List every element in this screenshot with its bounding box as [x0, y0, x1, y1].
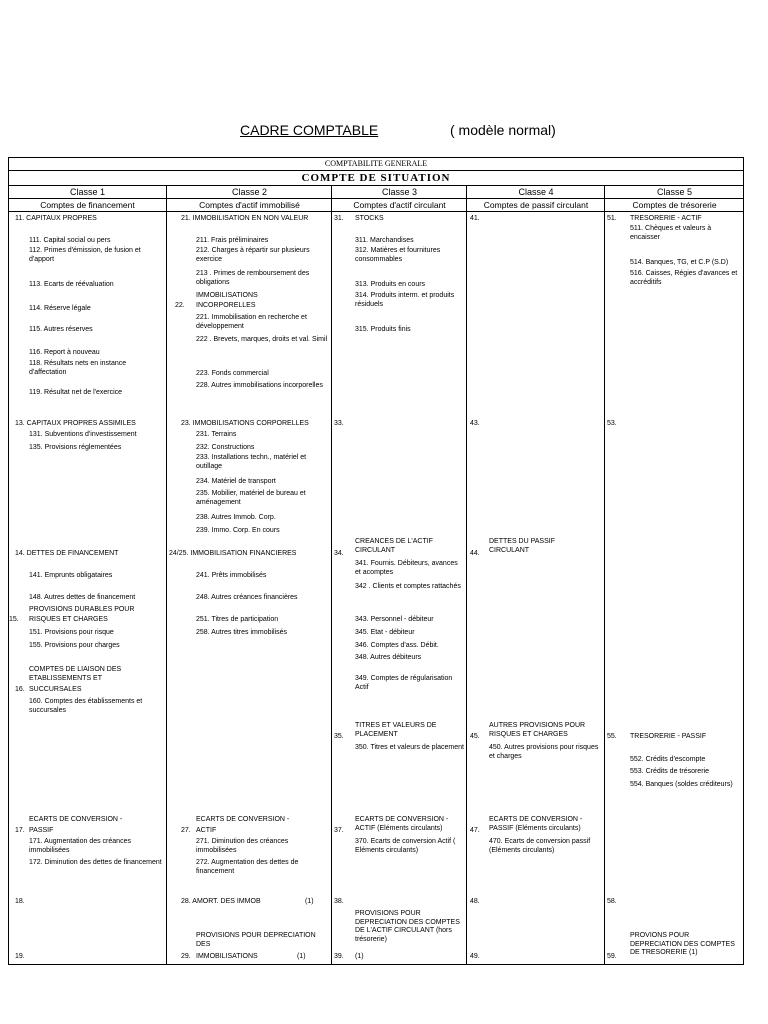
- account-entry: IMMOBILISATIONS: [196, 953, 258, 960]
- account-number: 18.: [15, 898, 25, 905]
- account-entry: 221. Immobilisation en recherche et développement: [196, 314, 307, 330]
- band-comptabilite-generale: COMPTABILITE GENERALE: [9, 158, 743, 171]
- account-entry: 28. AMORT. DES IMMOB: [181, 898, 261, 905]
- account-number: 35.: [334, 733, 344, 740]
- account-number: 38.: [334, 898, 344, 905]
- account-number: 33.: [334, 420, 344, 427]
- account-entry: 311. Marchandises: [355, 237, 414, 244]
- account-entry: ECARTS DE CONVERSION - PASSIF (Eléments circulants): [489, 816, 583, 832]
- account-entry: AUTRES PROVISIONS POUR RISQUES ET CHARGES: [489, 722, 586, 738]
- account-number: 59.: [607, 953, 617, 960]
- account-entry: PASSIF: [29, 827, 54, 834]
- account-entry: DETTES DU PASSIF CIRCULANT: [489, 538, 555, 554]
- account-entry: 112. Primes d'émission, de fusion et d'apport: [29, 247, 141, 263]
- account-note: (1): [297, 953, 306, 960]
- account-entry: 241. Prêts immobilisés: [196, 572, 267, 579]
- account-entry: 135. Provisions réglementées: [29, 444, 122, 451]
- account-entry: RISQUES ET CHARGES: [29, 616, 108, 623]
- account-entry: 248. Autres créances financières: [196, 594, 298, 601]
- account-number: 43.: [470, 420, 480, 427]
- account-entry: SUCCURSALES: [29, 686, 82, 693]
- page-title-sub: ( modèle normal): [450, 122, 556, 138]
- account-entry: CREANCES DE L'ACTIF CIRCULANT: [355, 538, 433, 554]
- account-entry: 271. Diminution des créances immobilisées: [196, 838, 289, 854]
- account-entry: IMMOBILISATIONS: [196, 292, 258, 299]
- account-entry: 14. DETTES DE FINANCEMENT: [15, 550, 119, 557]
- account-number: 45.: [470, 733, 480, 740]
- account-entry: 119. Résultat net de l'exercice: [29, 389, 123, 396]
- column-classe-3: [331, 186, 467, 964]
- account-number: 41.: [470, 215, 480, 222]
- page-title-main: CADRE COMPTABLE: [240, 122, 379, 138]
- account-number: 44.: [470, 550, 480, 557]
- column-header: Classe 5: [605, 186, 744, 199]
- account-entry: 171. Augmentation des créances immobilisées: [29, 838, 131, 854]
- account-entry: 116. Report à nouveau: [29, 349, 100, 356]
- account-number: 19.: [15, 953, 25, 960]
- account-number: 51.: [607, 215, 617, 222]
- account-entry: 313. Produits en cours: [355, 281, 426, 288]
- account-entry: 231. Terrains: [196, 431, 237, 438]
- account-entry: 111. Capital social ou pers: [29, 237, 111, 244]
- account-entry: 21. IMMOBILISATION EN NON VALEUR: [181, 215, 309, 222]
- account-entry: 514. Banques, TG, et C.P (S.D): [630, 259, 729, 266]
- account-number: 48.: [470, 898, 480, 905]
- account-entry: 160. Comptes des établissements et succursales: [29, 698, 143, 714]
- account-entry: 155. Provisions pour charges: [29, 642, 120, 649]
- account-entry: 223. Fonds commercial: [196, 370, 269, 377]
- page-title: [240, 122, 556, 138]
- column-subtitle: Comptes d'actif circulant: [332, 199, 467, 212]
- account-number: 22.: [175, 302, 185, 309]
- account-entry: 234. Matériel de transport: [196, 478, 276, 485]
- band-compte-de-situation: COMPTE DE SITUATION: [9, 171, 743, 186]
- column-subtitle: Comptes de passif circulant: [467, 199, 605, 212]
- account-entry: 24/25. IMMOBILISATION FINANCIERES: [169, 550, 297, 557]
- account-entry: 151. Provisions pour risque: [29, 629, 114, 636]
- account-entry: 345. Etat - débiteur: [355, 629, 415, 636]
- account-entry: 312. Matières et fournitures consommables: [355, 247, 441, 263]
- account-entry: ECARTS DE CONVERSION -: [29, 816, 123, 823]
- account-entry: 118. Résultats nets en instance d'affectation: [29, 360, 127, 376]
- account-entry: 212. Charges à répartir sur plusieurs exercice: [196, 247, 310, 263]
- account-entry: 239. Immo. Corp. En cours: [196, 527, 280, 534]
- account-entry: INCORPORELLES: [196, 302, 256, 309]
- account-entry: 228. Autres immobilisations incorporelles: [196, 382, 323, 389]
- column-classe-1: [9, 186, 166, 964]
- account-number: 16.: [15, 686, 25, 693]
- account-entry: COMPTES DE LIAISON DES ETABLISSEMENTS ET: [29, 666, 122, 682]
- account-entry: TITRES ET VALEURS DE PLACEMENT: [355, 722, 437, 738]
- account-entry: 342 . Clients et comptes rattachés: [355, 583, 461, 590]
- column-header: Classe 1: [9, 186, 166, 199]
- account-entry: 148. Autres dettes de financement: [29, 594, 136, 601]
- account-entry: 450. Autres provisions pour risques et charges: [489, 744, 599, 760]
- column-header: Classe 3: [332, 186, 467, 199]
- account-entry: TRESORERIE - PASSIF: [630, 733, 707, 740]
- column-header: Classe 2: [167, 186, 332, 199]
- column-subtitle: Comptes de trésorerie: [605, 199, 744, 212]
- account-number: 17.: [15, 827, 25, 834]
- account-number: 58.: [607, 898, 617, 905]
- account-entry: 232. Constructions: [196, 444, 255, 451]
- account-entry: 470. Ecarts de conversion passif (Eléments circulants): [489, 838, 591, 854]
- account-entry: PROVIONS POUR DEPRECIATION DES COMPTES DE TRESORERIE (1): [630, 932, 735, 956]
- column-classe-5: [604, 186, 744, 964]
- account-entry: 341. Fournis. Débiteurs, avances et acomptes: [355, 560, 458, 576]
- account-entry: 233. Installations techn., matériel et outillage: [196, 454, 307, 470]
- account-number: 47.: [470, 827, 480, 834]
- account-number: 29.: [181, 953, 191, 960]
- account-number: 34.: [334, 550, 344, 557]
- account-entry: 370. Ecarts de conversion Actif ( Eléments circulants): [355, 838, 456, 854]
- account-entry: ACTIF: [196, 827, 217, 834]
- account-entry: 552. Crédits d'escompte: [630, 756, 706, 763]
- account-entry: 213 . Primes de remboursement des obligations: [196, 270, 310, 286]
- account-entry: 238. Autres Immob. Corp.: [196, 514, 276, 521]
- account-entry: ECARTS DE CONVERSION -: [196, 816, 290, 823]
- account-entry: 350. Titres et valeurs de placement: [355, 744, 464, 751]
- account-number: 53.: [607, 420, 617, 427]
- account-entry: 251. Titres de participation: [196, 616, 279, 623]
- account-entry: 516. Caisses, Régies d'avances et accréditifs: [630, 270, 738, 286]
- account-note: (1): [355, 953, 364, 960]
- account-entry: 553. Crédits de trésorerie: [630, 768, 709, 775]
- account-number: 37.: [334, 827, 344, 834]
- account-number: 49.: [470, 953, 480, 960]
- account-entry: 131. Subventions d'investissement: [29, 431, 137, 438]
- account-entry: 114. Réserve légale: [29, 305, 91, 312]
- account-entry: ECARTS DE CONVERSION - ACTIF (Eléments circulants): [355, 816, 449, 832]
- account-entry: 113. Ecarts de réévaluation: [29, 281, 114, 288]
- account-entry: 115. Autres réserves: [29, 326, 93, 333]
- account-entry: 511. Chèques et valeurs à encaisser: [630, 225, 712, 241]
- account-entry: PROVISIONS POUR DEPRECIATION DES: [196, 932, 316, 948]
- account-number: 15.: [9, 616, 19, 623]
- account-entry: PROVISIONS POUR DEPRECIATION DES COMPTES DE L'ACTIF CIRCULANT (hors trésorerie): [355, 910, 460, 943]
- account-entry: 235. Mobilier, matériel de bureau et aménagement: [196, 490, 306, 506]
- account-note: (1): [305, 898, 314, 905]
- account-number: 55.: [607, 733, 617, 740]
- account-entry: 222 . Brevets, marques, droits et val. Simil: [196, 336, 328, 343]
- account-entry: 13. CAPITAUX PROPRES ASSIMILES: [15, 420, 136, 427]
- account-number: 31.: [334, 215, 344, 222]
- chart-of-accounts-table: [8, 157, 744, 965]
- account-entry: 314. Produits interm. et produits résiduels: [355, 292, 455, 308]
- account-entry: STOCKS: [355, 215, 384, 222]
- account-entry: 258. Autres titres immobilisés: [196, 629, 288, 636]
- account-entry: 349. Comptes de régularisation Actif: [355, 675, 453, 691]
- column-classe-2: [166, 186, 332, 964]
- account-entry: 211. Frais préliminaires: [196, 237, 269, 244]
- account-entry: 554. Banques (soldes créditeurs): [630, 781, 733, 788]
- column-subtitle: Comptes de financement: [9, 199, 166, 212]
- account-entry: 272. Augmentation des dettes de financement: [196, 859, 299, 875]
- account-entry: 141. Emprunts obligataires: [29, 572, 113, 579]
- column-subtitle: Comptes d'actif immobilisé: [167, 199, 332, 212]
- column-header: Classe 4: [467, 186, 605, 199]
- account-entry: 343. Personnel - débiteur: [355, 616, 434, 623]
- account-number: 39.: [334, 953, 344, 960]
- account-entry: 346. Comptes d'ass. Débit.: [355, 642, 439, 649]
- account-entry: TRESORERIE - ACTIF: [630, 215, 702, 222]
- account-entry: 11. CAPITAUX PROPRES: [15, 215, 97, 222]
- account-number: 27.: [181, 827, 191, 834]
- account-entry: 172. Diminution des dettes de financement: [29, 859, 162, 866]
- account-entry: PROVISIONS DURABLES POUR: [29, 606, 135, 613]
- account-entry: 348. Autres débiteurs: [355, 654, 422, 661]
- account-entry: 23. IMMOBILISATIONS CORPORELLES: [181, 420, 309, 427]
- column-classe-4: [466, 186, 605, 964]
- account-entry: 315. Produits finis: [355, 326, 411, 333]
